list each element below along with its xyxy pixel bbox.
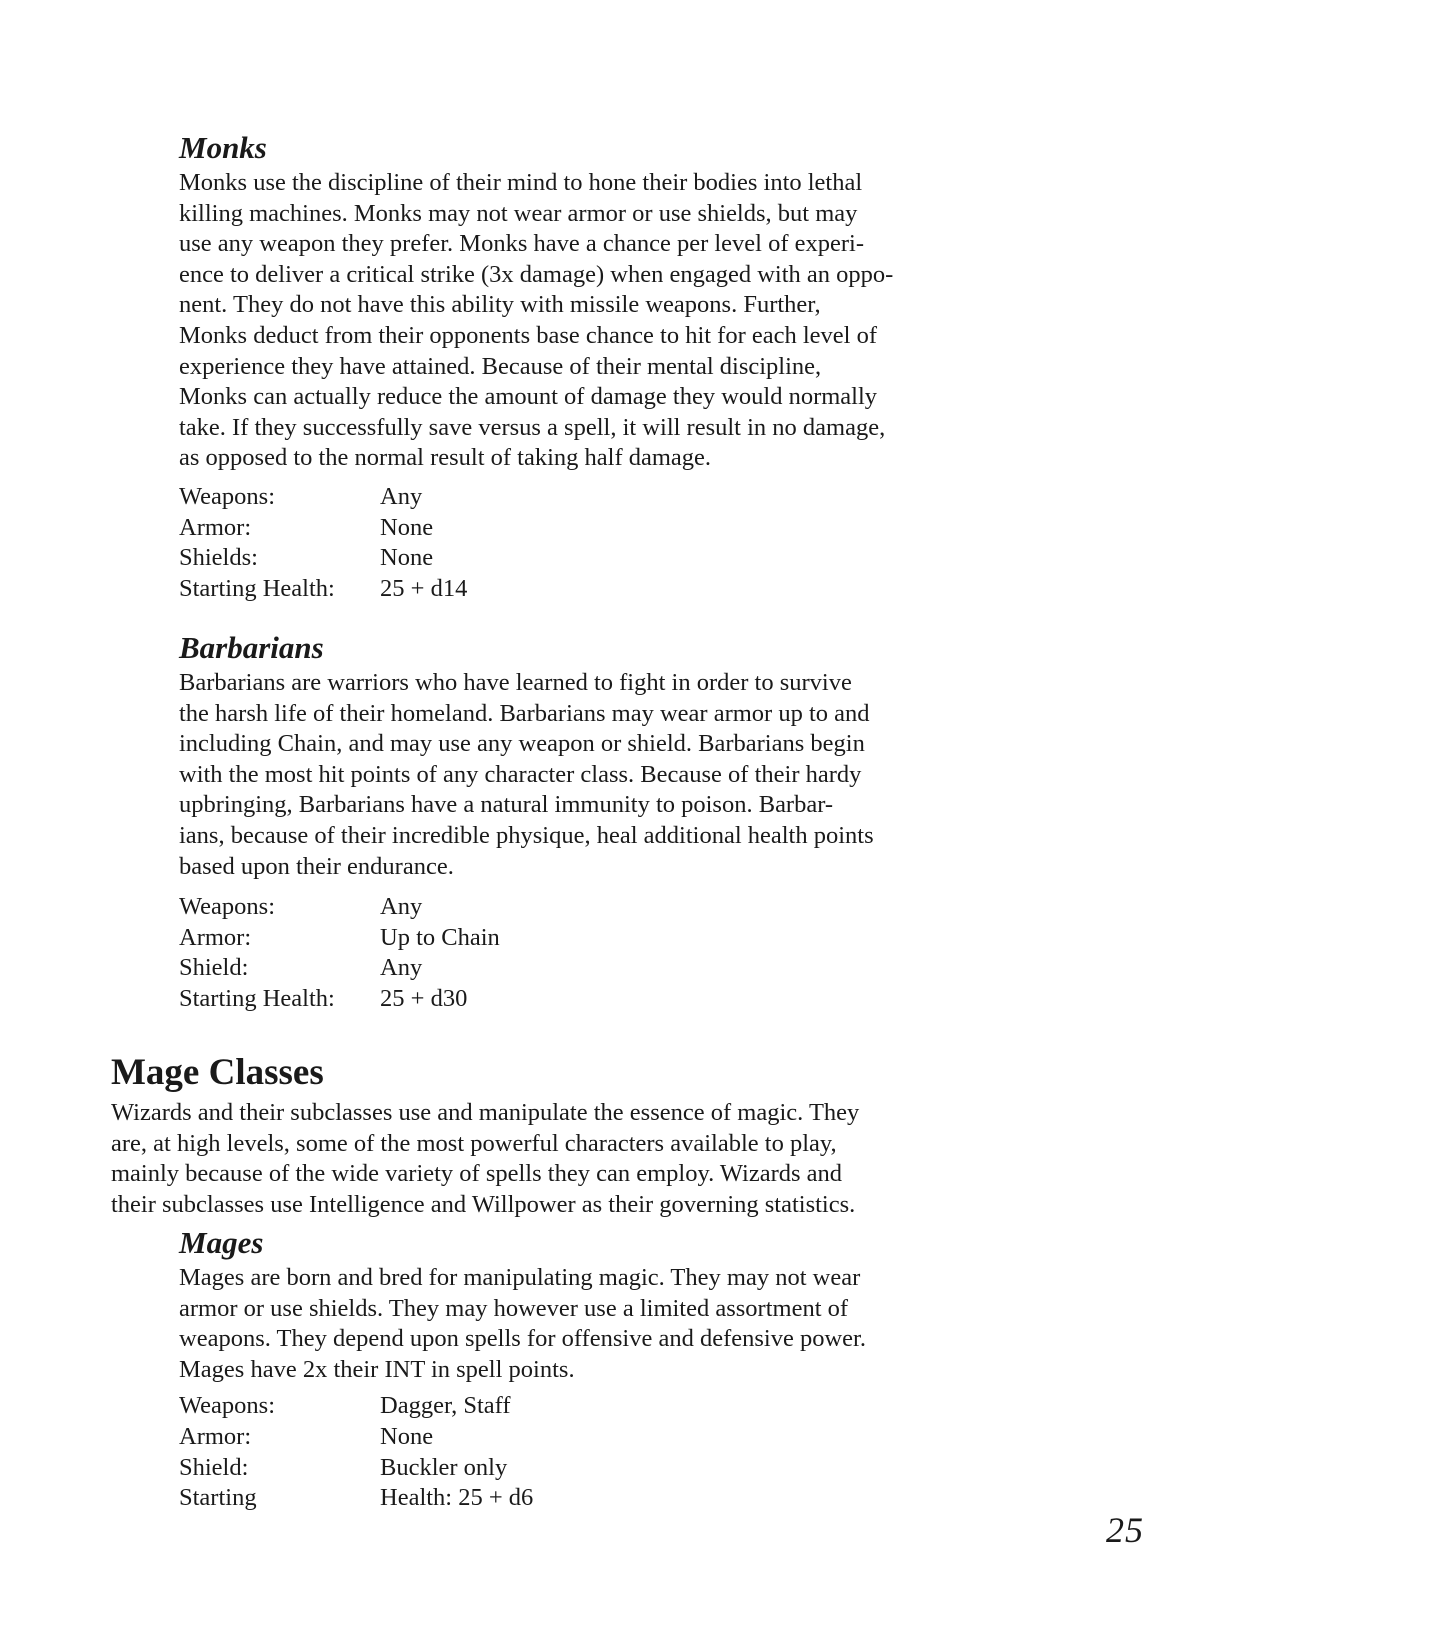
stat-value: Dagger, Staff bbox=[380, 1392, 511, 1420]
monks-title: Monks bbox=[179, 130, 267, 165]
page-number: 25 bbox=[1106, 1510, 1144, 1550]
stat-row-weapons bbox=[179, 1391, 959, 1422]
mages-section bbox=[179, 1225, 959, 1514]
stat-label: Shield: bbox=[179, 1453, 249, 1481]
mage-classes-heading: Mage Classes bbox=[111, 1052, 324, 1093]
stat-row-starting-health bbox=[179, 574, 959, 605]
stat-row-shields bbox=[179, 543, 959, 574]
barbarians-description: Barbarians are warriors who have learned to fight in order to survive the harsh life of their homeland. Barbarians may wear armor up to and including Chain, and may use any weapon or shield. Barbarians begin with the most hit points of any character class. Because of their hardy upbringing, Barbarians have a natural immunity to poison. Barbar- ians, because of their incredible physique, heal additional health points based upon their endurance. bbox=[179, 669, 874, 880]
stat-row-shield bbox=[179, 953, 959, 984]
barbarians-stats-table bbox=[179, 892, 959, 1014]
stat-value: Buckler only bbox=[380, 1453, 508, 1481]
barbarians-title: Barbarians bbox=[179, 630, 324, 665]
stat-row-weapons bbox=[179, 892, 959, 923]
stat-row-armor bbox=[179, 513, 959, 544]
stat-value: 25 + d14 bbox=[380, 574, 468, 602]
stat-value: Any bbox=[380, 954, 423, 982]
stat-label: Weapons: bbox=[179, 482, 276, 510]
mages-stats-table bbox=[179, 1391, 959, 1513]
mage-classes-intro: Wizards and their subclasses use and manipulate the essence of magic. They are, at high levels, some of the most powerful characters available to play, mainly because of the wide variety of spells they can employ. Wizards and their subclasses use Intelligence and Willpower as their governing statistics. bbox=[111, 1099, 860, 1218]
mages-description: Mages are born and bred for manipulating magic. They may not wear armor or use shields. They may however use a limited assortment of weapons. They depend upon spells for offensive and defensive power. Mages have 2x their INT in spell points. bbox=[179, 1264, 866, 1383]
stat-value: Any bbox=[380, 482, 423, 510]
stat-value: 25 + d30 bbox=[380, 984, 468, 1012]
stat-label: Starting Health: bbox=[179, 984, 335, 1012]
stat-label: Armor: bbox=[179, 513, 252, 541]
stat-value: Health: 25 + d6 bbox=[380, 1484, 534, 1512]
stat-row-armor bbox=[179, 1422, 959, 1453]
monks-stats-table bbox=[179, 482, 959, 604]
stat-row-armor bbox=[179, 923, 959, 954]
stat-label: Shield: bbox=[179, 954, 249, 982]
barbarians-section bbox=[179, 630, 959, 1015]
monks-description: Monks use the discipline of their mind to hone their bodies into lethal killing machines. Monks may not wear armor or use shields, but may use any weapon they prefer. Monks have a chance per level of experi- ence to deliver a critical strike (3x damage) when engaged with an oppo- nent. They do not have this ability with missile weapons. Further, Monks deduct from their opponents base chance to hit for each level of experience they have attained. Because of their mental discipline, Monks can actually reduce the amount of damage they would normally take. If they successfully save versus a spell, it will result in no damage, as opposed to the normal result of taking half damage. bbox=[179, 169, 894, 472]
stat-value: None bbox=[380, 1422, 434, 1450]
stat-label: Starting bbox=[179, 1484, 257, 1512]
stat-label: Starting Health: bbox=[179, 574, 335, 602]
stat-row-shield bbox=[179, 1453, 959, 1484]
stat-value: Up to Chain bbox=[380, 923, 500, 951]
stat-value: None bbox=[380, 544, 434, 572]
stat-row-weapons bbox=[179, 482, 959, 513]
mages-title: Mages bbox=[179, 1225, 264, 1260]
stat-label: Weapons: bbox=[179, 1392, 276, 1420]
monks-section bbox=[179, 130, 959, 604]
stat-row-starting-health bbox=[179, 1483, 959, 1514]
stat-label: Weapons: bbox=[179, 893, 276, 921]
stat-label: Shields: bbox=[179, 544, 258, 572]
stat-value: Any bbox=[380, 893, 423, 921]
stat-label: Armor: bbox=[179, 923, 252, 951]
stat-label: Armor: bbox=[179, 1422, 252, 1450]
stat-row-starting-health bbox=[179, 984, 959, 1015]
stat-value: None bbox=[380, 513, 434, 541]
